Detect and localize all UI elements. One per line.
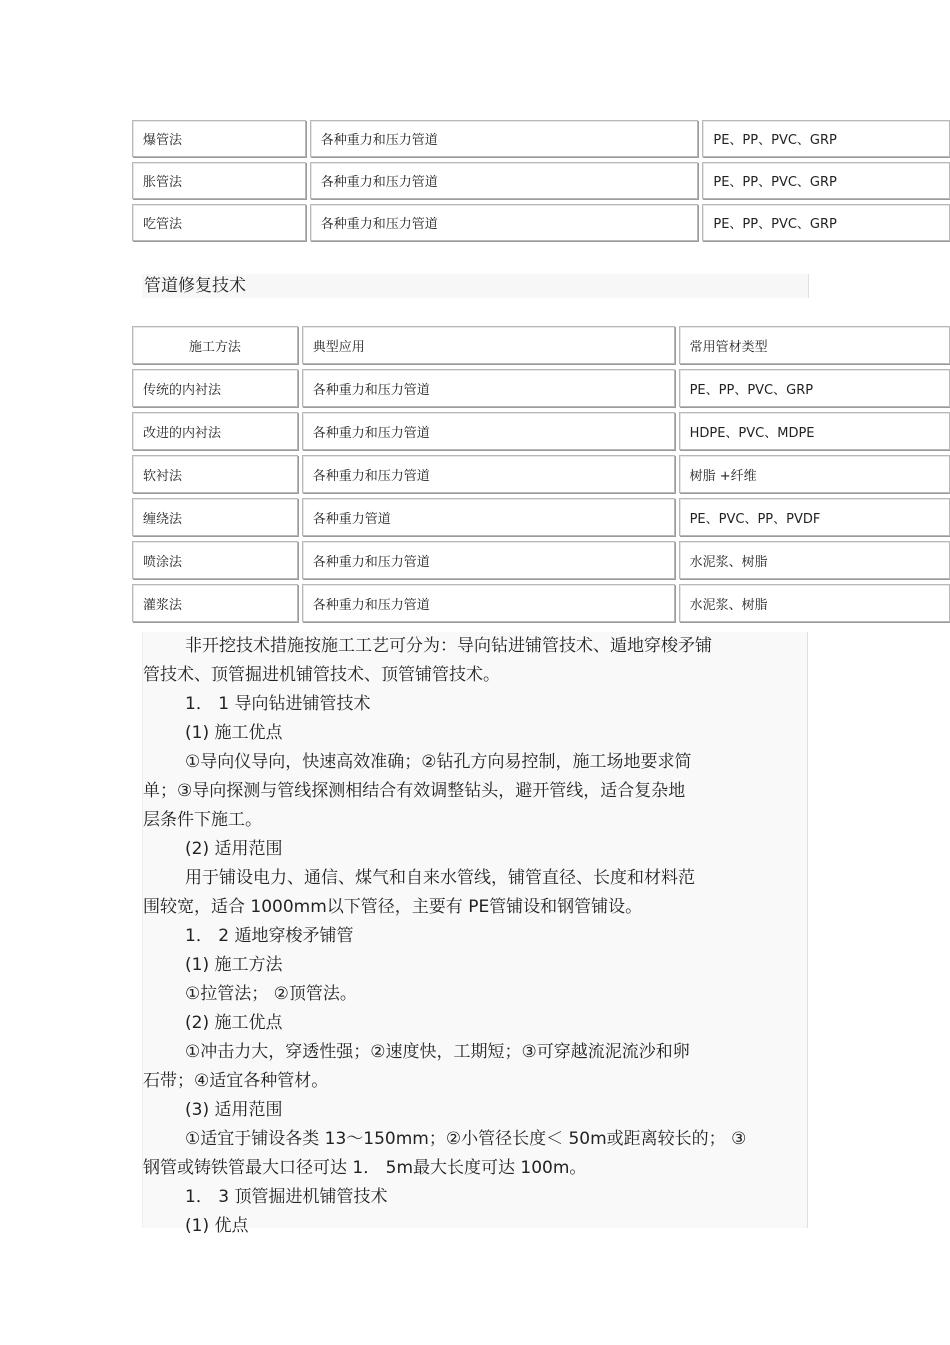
paragraph-line: 围较宽，适合 1000mm以下管径，主要有 PE管铺设和钢管铺设。 [143, 897, 643, 917]
paragraph-line: ①拉管法； ②顶管法。 [185, 984, 357, 1004]
table-cell: 灌浆法 [132, 584, 298, 622]
table-cell: 爆管法 [132, 120, 306, 157]
table-cell: PE、PVC、PP、PVDF [679, 498, 950, 536]
paragraph-line: ①适宜于铺设各类 13～150mm；②小管径长度＜ 50m或距离较长的； ③ [185, 1129, 747, 1149]
table-header-row [132, 326, 950, 364]
paragraph-line: ①冲击力大，穿透性强；②速度快，工期短；③可穿越流泥流沙和卵 [185, 1042, 690, 1062]
section-heading: 管道修复技术 [142, 274, 809, 298]
table-cell: HDPE、PVC、MDPE [679, 412, 950, 450]
table-cell: 胀管法 [132, 162, 306, 199]
pipe-replacement-table [128, 115, 950, 246]
column-header: 常用管材类型 [679, 326, 950, 364]
paragraph-line: 钢管或铸铁管最大口径可达 1． 5m最大长度可达 100m。 [143, 1158, 587, 1178]
paragraph-line: 管技术、顶管掘进机铺管技术、顶管铺管技术。 [143, 665, 500, 685]
table-cell: 水泥浆、树脂 [679, 541, 950, 579]
table-cell: 各种重力和压力管道 [302, 455, 675, 493]
subsection-heading: 1． 1 导向钻进铺管技术 [185, 694, 371, 714]
table-row [132, 412, 950, 450]
table-cell: 各种重力和压力管道 [310, 120, 699, 157]
table-cell: PE、PP、PVC、GRP [702, 120, 950, 157]
table-cell: 水泥浆、树脂 [679, 584, 950, 622]
paragraph-line: 单；③导向探测与管线探测相结合有效调整钻头，避开管线，适合复杂地 [143, 781, 686, 801]
body-text [142, 632, 808, 1236]
subsection-heading: 1． 2 遁地穿梭矛铺管 [185, 926, 354, 946]
table-row [132, 369, 950, 407]
paragraph-line: ①导向仪导向，快速高效准确；②钻孔方向易控制，施工场地要求简 [185, 752, 692, 772]
item-heading: (2) 适用范围 [185, 839, 283, 859]
table-row [132, 498, 950, 536]
table-cell: 传统的内衬法 [132, 369, 298, 407]
paragraph-line: 层条件下施工。 [143, 810, 262, 830]
table-cell: 软衬法 [132, 455, 298, 493]
table-row [132, 204, 950, 241]
table-cell: PE、PP、PVC、GRP [679, 369, 950, 407]
item-heading: (1) 施工方法 [185, 955, 283, 975]
item-heading: (1) 施工优点 [185, 723, 283, 743]
table-cell: 缠绕法 [132, 498, 298, 536]
table-cell: 树脂 +纤维 [679, 455, 950, 493]
table-row [132, 455, 950, 493]
subsection-heading: 1． 3 顶管掘进机铺管技术 [185, 1187, 388, 1207]
table-cell: 各种重力和压力管道 [302, 412, 675, 450]
table-row [132, 541, 950, 579]
table-cell: 各种重力和压力管道 [302, 584, 675, 622]
table-cell: PE、PP、PVC、GRP [702, 204, 950, 241]
paragraph-line: 用于铺设电力、通信、煤气和自来水管线，铺管直径、长度和材料范 [185, 868, 695, 888]
table-row [132, 162, 950, 199]
pipe-repair-table [128, 321, 950, 627]
table-cell: 各种重力和压力管道 [310, 162, 699, 199]
item-heading: (1) 优点 [185, 1216, 249, 1236]
column-header: 施工方法 [132, 326, 298, 364]
table-cell: 吃管法 [132, 204, 306, 241]
column-header: 典型应用 [302, 326, 675, 364]
table-cell: 改进的内衬法 [132, 412, 298, 450]
paragraph-line: 石带；④适宜各种管材。 [143, 1071, 329, 1091]
table-row [132, 584, 950, 622]
table-cell: 各种重力和压力管道 [302, 369, 675, 407]
paragraph-line: 非开挖技术措施按施工工艺可分为：导向钻进铺管技术、遁地穿梭矛铺 [185, 636, 712, 656]
table-cell: 喷涂法 [132, 541, 298, 579]
table-row [132, 120, 950, 157]
table-cell: PE、PP、PVC、GRP [702, 162, 950, 199]
table-cell: 各种重力管道 [302, 498, 675, 536]
table-cell: 各种重力和压力管道 [302, 541, 675, 579]
table-cell: 各种重力和压力管道 [310, 204, 699, 241]
item-heading: (2) 施工优点 [185, 1013, 283, 1033]
item-heading: (3) 适用范围 [185, 1100, 283, 1120]
